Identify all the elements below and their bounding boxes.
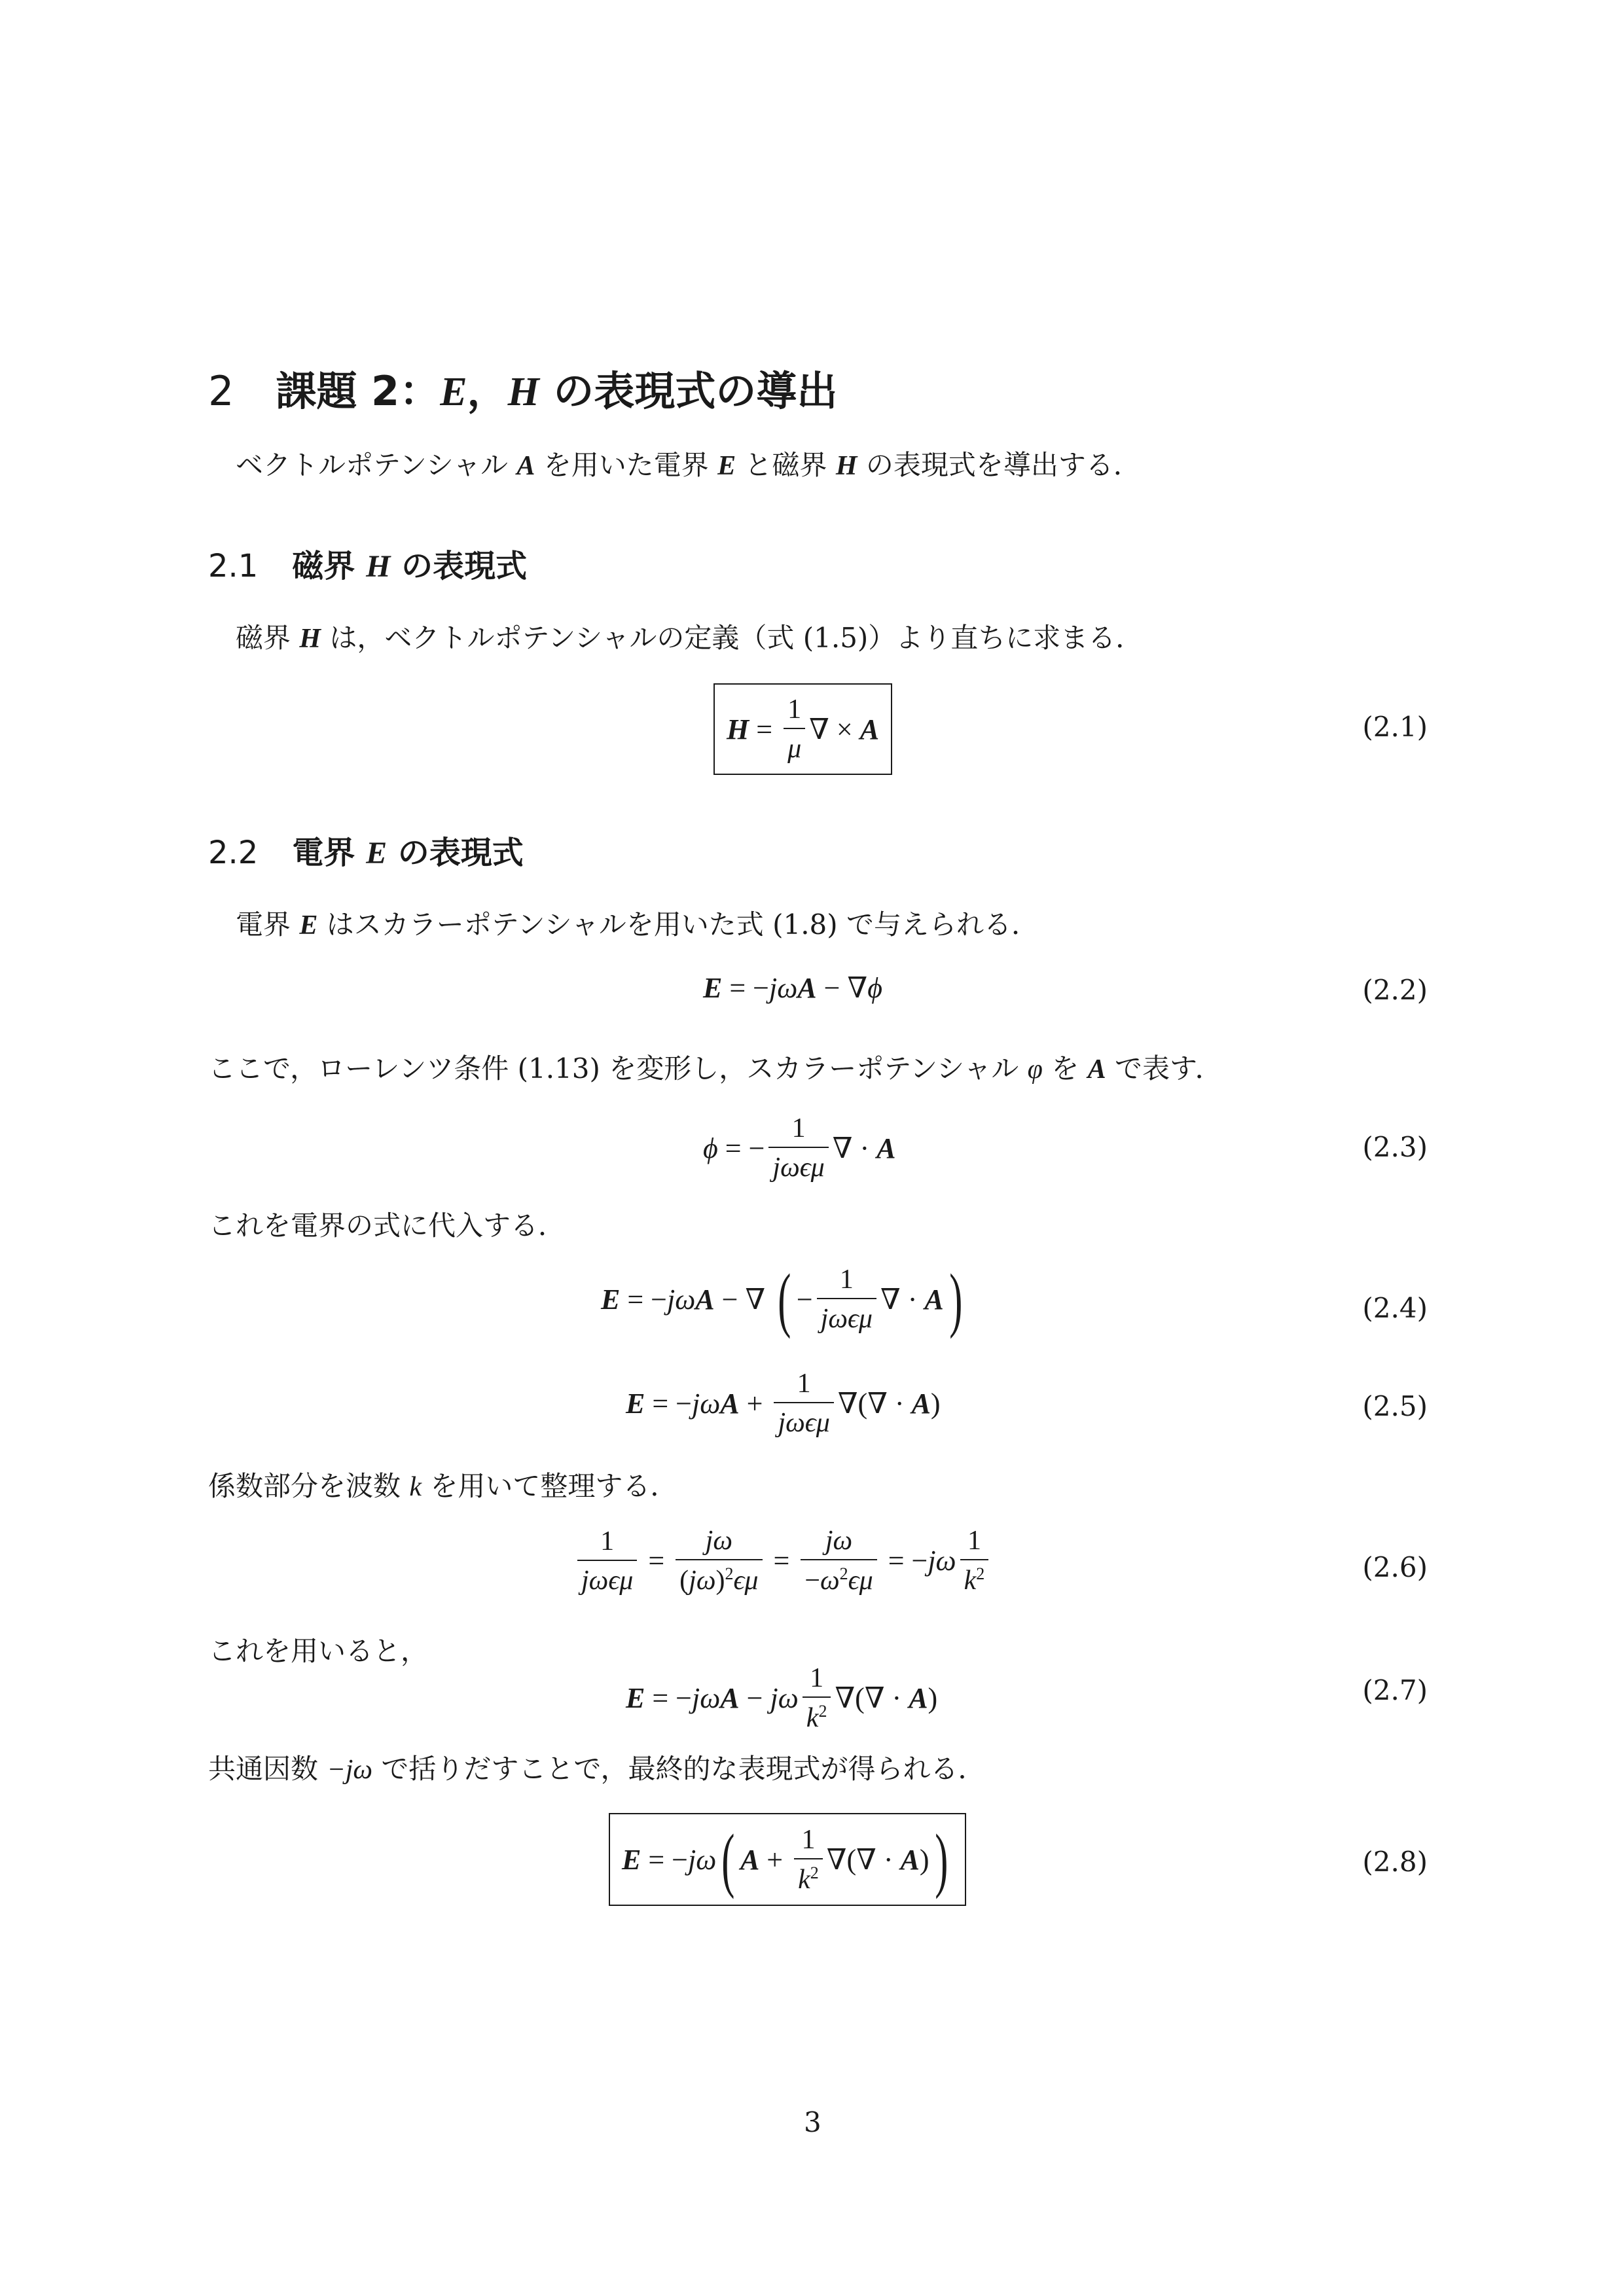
subsection-2-2-text5: これを用いると， — [208, 1635, 429, 1667]
subsection-2-1-number: 2.1 — [208, 548, 259, 584]
page-number: 3 — [804, 2106, 821, 2138]
section-title-suffix: の表現式の導出 — [539, 367, 838, 415]
subsection-2-2-text4 — [208, 1465, 677, 1504]
section-number: 2 — [208, 367, 234, 415]
equation-number-2-3: (2.3) — [1362, 1131, 1428, 1163]
intro-H: H — [835, 451, 857, 481]
sub2-text2-a: ここで，ローレンツ条件 (1.13) を変形し，スカラーポテンシャル — [208, 1052, 1028, 1085]
sub2-text1-a: 電界 — [236, 908, 300, 941]
equation-2-2: E = − jω A − ∇ ϕ — [703, 972, 882, 1004]
subsection-2-1-heading — [208, 541, 527, 586]
section-title-sep: ， — [467, 367, 508, 415]
subsection-2-2-text3: これを電界の式に代入する． — [208, 1210, 566, 1242]
equation-number-2-7: (2.7) — [1362, 1674, 1428, 1706]
equation-2-8: E = − jω ( A + $\frac{1}{k^2}$ ∇(∇ · A ) ) — [609, 1813, 966, 1906]
sub1-text-b: は，ベクトルポテンシャルの定義（式 (1.5)）より直ちに求まる． — [321, 622, 1144, 654]
sub2-text1-b: はスカラーポテンシャルを用いた式 (1.8) で与えられる． — [317, 908, 1039, 941]
subsection-2-2-title-a: 電界 — [292, 834, 367, 871]
equation-number-2-8: (2.8) — [1362, 1846, 1428, 1878]
equation-2-4: E = − jω A − ∇ ( − $\frac{1}{\text{jωϵμ}}$ ∇ · A ) — [601, 1259, 963, 1339]
sub2-text1-E: E — [299, 910, 318, 941]
subsection-2-2-title-b: の表現式 — [387, 834, 524, 871]
equation-number-2-5: (2.5) — [1362, 1390, 1428, 1422]
intro-text-c: と磁界 — [736, 449, 836, 481]
section-intro — [236, 444, 1141, 483]
equation-2-6: $\frac{1}{\text{jωϵμ}}$ = $\frac{j\omega}{(j\omega)^2\epsilon\mu}$ = $\frac{j\omega}{-\omega^2\epsilon\mu}$ = − jω $\frac{1}{k^2}$ — [573, 1525, 992, 1596]
sub2-text6-a: 共通因数 — [208, 1753, 327, 1785]
section-title-prefix: 課題 2： — [276, 367, 441, 415]
equation-number-2-2: (2.2) — [1362, 974, 1428, 1006]
subsection-2-2-heading — [208, 827, 524, 872]
subsection-2-2-text6 — [208, 1748, 986, 1787]
intro-A: A — [516, 451, 535, 481]
subsection-2-1-title-b: の表現式 — [390, 548, 528, 584]
intro-E: E — [717, 451, 736, 481]
sub2-text2-b: を — [1042, 1052, 1088, 1085]
subsection-2-2-title-E: E — [366, 836, 388, 870]
section-title-H: H — [507, 370, 539, 414]
subsection-2-2-text1 — [236, 903, 1039, 942]
section-title-E: E — [440, 370, 467, 414]
section-heading — [208, 359, 837, 417]
subsection-2-2-number: 2.2 — [208, 834, 259, 871]
equation-number-2-4: (2.4) — [1362, 1292, 1428, 1324]
equation-2-5: E = − jω A + $\frac{1}{\text{jωϵμ}}$ ∇(∇ · A ) — [626, 1369, 941, 1438]
sub1-text-a: 磁界 — [236, 622, 300, 654]
sub1-text-H: H — [299, 624, 321, 654]
equation-2-1: H = $\frac{1}{\mu}$ ∇ × A — [713, 683, 892, 775]
sub2-text6-b: で括りだすことで，最終的な表現式が得られる． — [372, 1753, 986, 1785]
subsection-2-1-title-H: H — [366, 549, 391, 584]
intro-text-b: を用いた電界 — [535, 449, 718, 481]
sub2-text6-jw: −jω — [327, 1755, 373, 1785]
sub2-text4-a: 係数部分を波数 — [208, 1470, 410, 1502]
sub2-text2-phi: φ — [1027, 1054, 1043, 1085]
equation-number-2-1: (2.1) — [1362, 711, 1428, 743]
subsection-2-2-text2 — [208, 1047, 1223, 1086]
sub2-text4-b: を用いて整理する． — [422, 1470, 678, 1502]
equation-number-2-6: (2.6) — [1362, 1551, 1428, 1583]
sub2-text2-A: A — [1087, 1054, 1106, 1085]
intro-text-a: ベクトルポテンシャル — [236, 449, 517, 481]
equation-2-3: ϕ = − $\frac{1}{\text{jωϵμ}}$ ∇ · A — [703, 1113, 896, 1183]
subsection-2-1-text — [236, 617, 1143, 656]
equation-2-7: E = − jω A − jω $\frac{1}{k^2}$ ∇(∇ · A ) — [626, 1663, 938, 1733]
subsection-2-1-title-a: 磁界 — [292, 548, 367, 584]
sub2-text2-c: で表す． — [1106, 1052, 1223, 1085]
sub2-text4-k: k — [409, 1472, 422, 1502]
intro-text-d: の表現式を導出する． — [857, 449, 1141, 481]
